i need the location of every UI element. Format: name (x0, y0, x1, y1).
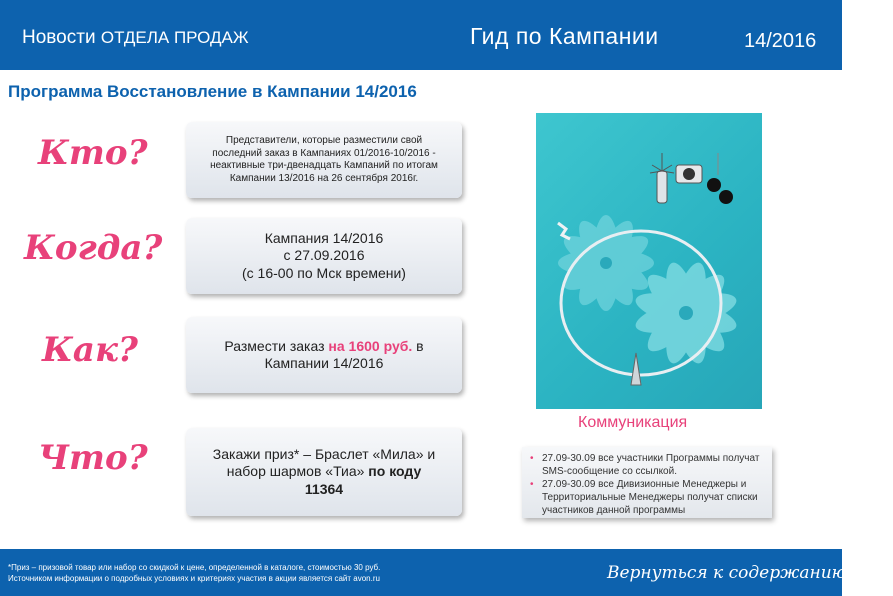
charm-sunglasses (707, 153, 733, 204)
back-to-contents-link[interactable]: Вернуться к содержанию гида (607, 563, 893, 583)
footer-bar (0, 549, 893, 596)
communication-box (522, 447, 772, 518)
answer-text: в (412, 337, 424, 354)
answer-line: Кампания 14/2016 (264, 229, 384, 246)
header-bar (0, 0, 842, 70)
answer-line: неактивные три-двенадцать Кампаний по итогам (210, 160, 438, 171)
charm-camera (676, 165, 702, 183)
question-when: Когда? (24, 228, 163, 268)
answer-line: Представители, которые разместили свой (225, 135, 423, 146)
guide-title: Гид по Кампании (470, 23, 659, 49)
answer-text: Размести заказ (224, 337, 329, 354)
answer-line: Кампании 14/2016 (264, 355, 384, 371)
communication-title: Коммуникация (578, 414, 688, 431)
answer-what-box (186, 428, 462, 516)
footnote-line: Источником информации о подробных условиях и критериях участия в акции является сайт avon.ru (8, 573, 380, 583)
question-who: Кто? (38, 133, 148, 173)
footnote (8, 563, 380, 585)
answer-how-box (186, 317, 462, 393)
question-how: Как? (42, 330, 138, 370)
answer-line: последний заказ в Кампаниях 01/2016-10/2016 - (212, 147, 436, 159)
answer-text-bold: по коду (368, 463, 422, 480)
answer-line: Закажи приз* – Браслет «Мила» и (212, 445, 436, 462)
list-item: • 27.09-30.09 все участники Программы получат SMS-сообщение со ссылкой. (530, 452, 766, 478)
newsletter-title (22, 27, 249, 49)
bracelet-illustration (536, 113, 762, 409)
order-amount: на 1600 руб. (328, 337, 413, 354)
charm-eiffel (631, 353, 641, 385)
news-dept: ОТДЕЛА ПРОДАЖ (100, 28, 249, 47)
footnote-line: *Приз – призовой товар или набор со скидкой к цене, определенной в каталоге, стоимостью 30 руб. (8, 563, 381, 572)
answer-who-box (186, 122, 462, 198)
answer-line: (с 16-00 по Мск времени) (242, 264, 406, 281)
page-title: Программа Восстановление в Кампании 14/2016 (8, 82, 417, 101)
news-word: Новости (22, 27, 96, 48)
list-item: • 27.09-30.09 все Дивизионные Менеджеры и Территориальные Менеджеры получат списки участников данной программы (530, 478, 766, 517)
communication-list (530, 452, 766, 517)
answer-line (186, 338, 462, 356)
issue-number: 14/2016 (744, 30, 817, 52)
product-photo (536, 113, 762, 409)
charm-palm (650, 153, 674, 203)
product-code: 11364 (304, 480, 344, 497)
question-what: Что? (38, 438, 148, 478)
answer-when-box (186, 218, 462, 294)
answer-text: набор шармов «Тиа» (226, 463, 369, 480)
answer-line: Кампании 13/2016 на 26 сентября 2016г. (229, 172, 419, 184)
answer-line: с 27.09.2016 (283, 247, 365, 264)
answer-line (186, 463, 462, 481)
